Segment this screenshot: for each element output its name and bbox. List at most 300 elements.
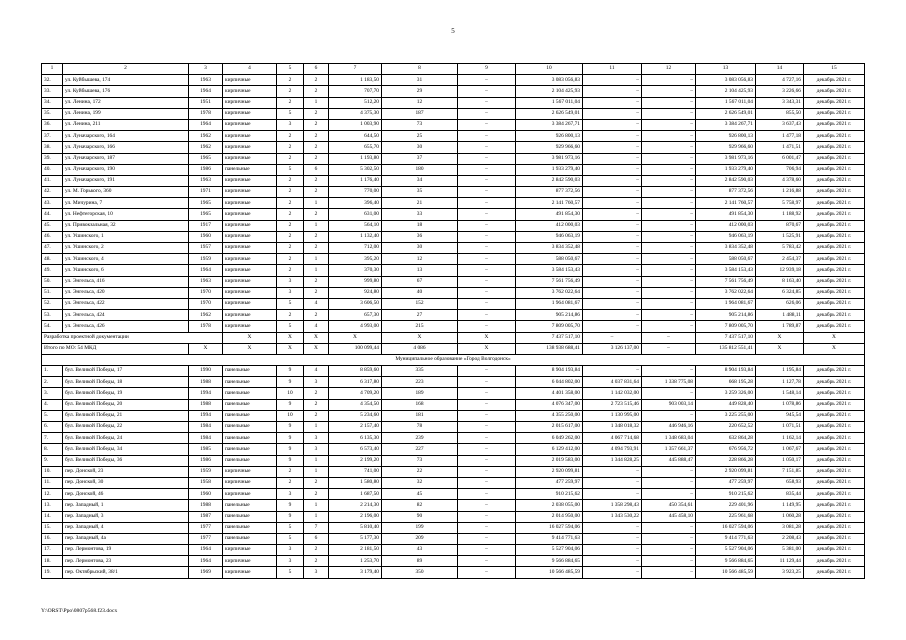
table-cell: –: [583, 477, 642, 488]
table-cell: 1: [304, 198, 329, 209]
table-cell: –: [458, 466, 516, 477]
table-cell: 1965: [189, 209, 223, 220]
table-cell: 12.: [42, 489, 63, 500]
table-cell: 1 344 828,25: [583, 455, 642, 466]
table-cell: декабрь 2021 г.: [804, 545, 865, 556]
table-cell: декабрь 2021 г.: [804, 298, 865, 309]
table-cell: ул. Ушинского, 4: [63, 254, 189, 265]
table-cell: 2 920 099,81: [516, 466, 583, 477]
table-cell: 89: [382, 556, 458, 567]
table-cell: 7 809 005,70: [516, 321, 583, 332]
table-row: [42, 265, 865, 276]
table-cell: 2 842 590,03: [516, 175, 583, 186]
table-cell: 73: [382, 455, 458, 466]
table-cell: 4 401 358,00: [516, 388, 583, 399]
table-cell: 3 637,43: [756, 119, 804, 130]
table-cell: панельные: [223, 399, 277, 410]
table-cell: декабрь 2021 г.: [804, 455, 865, 466]
table-row: [42, 287, 865, 298]
table-cell: –: [583, 533, 642, 544]
table-cell: 1964: [189, 119, 223, 130]
table-cell: 44.: [42, 209, 63, 220]
table-cell: 9: [277, 422, 304, 433]
table-cell: панельные: [223, 164, 277, 175]
table-cell: декабрь 2021 г.: [804, 321, 865, 332]
table-cell: X: [458, 343, 516, 354]
table-cell: 9: [277, 399, 304, 410]
table-cell: 3 126 137,00: [583, 343, 642, 354]
table-cell: –: [458, 422, 516, 433]
table-cell: 18.: [42, 556, 63, 567]
table-cell: 2: [304, 86, 329, 97]
table-cell: кирпичные: [223, 298, 277, 309]
table-cell: 73: [382, 119, 458, 130]
table-cell: 2: [304, 119, 329, 130]
table-cell: 3 225 255,00: [696, 410, 756, 421]
page-number: 5: [451, 27, 455, 35]
table-cell: 138 938 688,41: [516, 343, 583, 354]
table-cell: 1971: [189, 187, 223, 198]
table-cell: 2: [277, 231, 304, 242]
table-cell: –: [583, 310, 642, 321]
table-cell: 1994: [189, 410, 223, 421]
table-cell: декабрь 2021 г.: [804, 500, 865, 511]
table-cell: 9: [277, 500, 304, 511]
table-cell: 2 014 950,00: [516, 511, 583, 522]
column-number-cell: 6: [304, 64, 329, 75]
table-cell: ул. Ушинского, 2: [63, 243, 189, 254]
table-cell: ул. Луначарского, 190: [63, 164, 189, 175]
table-cell: 903 003,14: [642, 399, 696, 410]
table-cell: декабрь 2021 г.: [804, 310, 865, 321]
table-cell: 1 183,50: [329, 75, 382, 86]
table-cell: декабрь 2021 г.: [804, 276, 865, 287]
table-cell: –: [583, 567, 642, 578]
table-row: [42, 175, 865, 186]
table-cell: 929 966,60: [516, 142, 583, 153]
table-cell: 6 573,40: [329, 444, 382, 455]
table-cell: 1 348 683,04: [642, 433, 696, 444]
table-cell: кирпичные: [223, 466, 277, 477]
table-cell: 40.: [42, 164, 63, 175]
table-cell: X: [804, 343, 865, 354]
table-cell: 2 038 055,00: [516, 500, 583, 511]
table-cell: 15.: [42, 522, 63, 533]
table-cell: 4 094 793,91: [583, 444, 642, 455]
table-cell: декабрь 2021 г.: [804, 209, 865, 220]
table-cell: 3: [277, 489, 304, 500]
table-cell: 1 358 298,43: [583, 500, 642, 511]
table-cell: –: [583, 556, 642, 567]
table-cell: 37: [382, 153, 458, 164]
table-cell: 5: [277, 522, 304, 533]
table-cell: 2 214,30: [329, 500, 382, 511]
table-cell: 6 129 412,00: [516, 444, 583, 455]
table-cell: 2: [304, 477, 329, 488]
table-row: [42, 556, 865, 567]
table-cell: кирпичные: [223, 220, 277, 231]
table-cell: декабрь 2021 г.: [804, 265, 865, 276]
column-number-cell: 1: [42, 64, 63, 75]
table-cell: 1965: [189, 198, 223, 209]
table-row: [42, 377, 865, 388]
table-cell: 5 758,97: [756, 198, 804, 209]
table-row: [42, 231, 865, 242]
table-cell: –: [458, 556, 516, 567]
table-cell: 3: [304, 444, 329, 455]
table-cell: 929 966,60: [696, 142, 756, 153]
table-cell: 13: [382, 265, 458, 276]
table-cell: 676 956,72: [696, 444, 756, 455]
table-cell: 512,20: [329, 97, 382, 108]
table-cell: 1 933 279,40: [696, 164, 756, 175]
table-cell: –: [583, 119, 642, 130]
table-cell: 48.: [42, 254, 63, 265]
table-cell: –: [583, 86, 642, 97]
table-cell: 2 920 099,81: [696, 466, 756, 477]
table-cell: кирпичные: [223, 187, 277, 198]
table-cell: ул. Луначарского, 164: [63, 131, 189, 142]
table-cell: 2: [304, 243, 329, 254]
table-cell: бул. Великой Победы, 34: [63, 444, 189, 455]
table-row: [42, 399, 865, 410]
table-cell: –: [642, 220, 696, 231]
table-cell: 1964: [189, 545, 223, 556]
table-cell: 1: [304, 97, 329, 108]
table-cell: 100 099,44: [329, 343, 382, 354]
table-cell: ул. Ленина, 172: [63, 97, 189, 108]
table-cell: X: [189, 343, 223, 354]
table-cell: 3: [304, 377, 329, 388]
table-cell: 3 762 022,64: [696, 287, 756, 298]
table-cell: 38.: [42, 142, 63, 153]
table-cell: декабрь 2021 г.: [804, 254, 865, 265]
table-cell: 227: [382, 444, 458, 455]
table-cell: 1988: [189, 399, 223, 410]
table-cell: X: [382, 332, 458, 343]
column-number-cell: 4: [223, 64, 277, 75]
table-cell: 1960: [189, 231, 223, 242]
table-cell: кирпичные: [223, 310, 277, 321]
table-cell: 7.: [42, 433, 63, 444]
table-cell: 9: [277, 511, 304, 522]
table-cell: 50.: [42, 276, 63, 287]
table-cell: –: [642, 243, 696, 254]
table-cell: пер. Донской, 30: [63, 477, 189, 488]
table-cell: 7: [304, 522, 329, 533]
table-cell: 30: [382, 142, 458, 153]
table-cell: 8 904 193,84: [696, 366, 756, 377]
table-cell: –: [642, 119, 696, 130]
table-cell: 1 195,84: [756, 366, 804, 377]
table-cell: 1962: [189, 310, 223, 321]
table-cell: бул. Великой Победы, 19: [63, 388, 189, 399]
table-cell: –: [642, 310, 696, 321]
table-cell: декабрь 2021 г.: [804, 466, 865, 477]
table-cell: 2 208,43: [756, 533, 804, 544]
table-cell: декабрь 2021 г.: [804, 511, 865, 522]
table-cell: 712,00: [329, 243, 382, 254]
table-cell: –: [642, 321, 696, 332]
table-cell: –: [642, 164, 696, 175]
table-cell: бул. Великой Победы, 36: [63, 455, 189, 466]
table-cell: –: [458, 377, 516, 388]
table-cell: –: [458, 187, 516, 198]
table-cell: 2 626 549,01: [516, 108, 583, 119]
table-cell: кирпичные: [223, 477, 277, 488]
table-cell: 2 723 515,46: [583, 399, 642, 410]
table-cell: 657,30: [329, 310, 382, 321]
table-cell: пер. Лермонтова, 23: [63, 556, 189, 567]
table-cell: 6 317,80: [329, 377, 382, 388]
table-cell: 926 800,13: [696, 131, 756, 142]
table-cell: 1977: [189, 533, 223, 544]
table-cell: 9 414 771,63: [696, 533, 756, 544]
table-cell: 905 214,86: [516, 310, 583, 321]
table-cell: 5: [277, 298, 304, 309]
table-cell: –: [458, 388, 516, 399]
table-cell: 6 324,85: [756, 287, 804, 298]
table-cell: 16 027 594,06: [516, 522, 583, 533]
table-cell: 3 834 352,48: [696, 243, 756, 254]
table-cell: 2 196,00: [329, 511, 382, 522]
table-cell: 477 259,97: [516, 477, 583, 488]
table-cell: 999,80: [329, 276, 382, 287]
table-cell: –: [458, 366, 516, 377]
table-cell: 5 381,00: [756, 545, 804, 556]
table-cell: 2: [304, 388, 329, 399]
table-cell: панельные: [223, 366, 277, 377]
table-cell: –: [642, 522, 696, 533]
table-row: [42, 276, 865, 287]
table-cell: декабрь 2021 г.: [804, 489, 865, 500]
table-cell: 1984: [189, 422, 223, 433]
table-cell: 658,93: [756, 477, 804, 488]
table-cell: 626,06: [756, 298, 804, 309]
table-row: [42, 142, 865, 153]
table-cell: 4: [304, 298, 329, 309]
table-cell: декабрь 2021 г.: [804, 153, 865, 164]
table-cell: –: [642, 466, 696, 477]
table-cell: 350: [382, 567, 458, 578]
table-cell: 11 129,44: [756, 556, 804, 567]
table-cell: 1960: [189, 489, 223, 500]
table-cell: 3 606,50: [329, 298, 382, 309]
table-cell: панельные: [223, 511, 277, 522]
table-cell: –: [458, 500, 516, 511]
design-row-label: Разработка проектной документации: [42, 332, 223, 343]
table-cell: 6.: [42, 422, 63, 433]
table-cell: –: [642, 175, 696, 186]
table-cell: X: [756, 332, 804, 343]
table-cell: 2: [304, 489, 329, 500]
table-cell: 1: [304, 265, 329, 276]
table-cell: –: [583, 175, 642, 186]
table-row: [42, 153, 865, 164]
table-cell: 3 981 973,16: [696, 153, 756, 164]
table-cell: 1951: [189, 97, 223, 108]
table-cell: –: [642, 75, 696, 86]
table-cell: 2: [304, 545, 329, 556]
table-cell: кирпичные: [223, 545, 277, 556]
table-cell: кирпичные: [223, 108, 277, 119]
table-cell: кирпичные: [223, 265, 277, 276]
table-cell: –: [458, 119, 516, 130]
table-cell: 1 132,40: [329, 231, 382, 242]
table-cell: кирпичные: [223, 86, 277, 97]
table-row: [42, 433, 865, 444]
table-cell: 655,70: [329, 142, 382, 153]
table-cell: ул. Энгельса, 420: [63, 287, 189, 298]
table-cell: ул. Луначарского, 166: [63, 142, 189, 153]
table-cell: X: [304, 343, 329, 354]
table-row: [42, 511, 865, 522]
table-cell: 5 302,50: [329, 164, 382, 175]
table-cell: 45.: [42, 220, 63, 231]
table-cell: 1: [304, 422, 329, 433]
table-cell: 220 652,52: [696, 422, 756, 433]
table-cell: декабрь 2021 г.: [804, 231, 865, 242]
table-cell: –: [458, 164, 516, 175]
table-cell: 1917: [189, 220, 223, 231]
column-number-cell: 8: [382, 64, 458, 75]
table-cell: панельные: [223, 410, 277, 421]
column-number-cell: 15: [804, 64, 865, 75]
table-cell: 446 946,16: [642, 422, 696, 433]
table-cell: 1 567 011,04: [516, 97, 583, 108]
table-cell: 67: [382, 276, 458, 287]
table-cell: 19.: [42, 567, 63, 578]
table-cell: 9.: [42, 455, 63, 466]
table-cell: –: [642, 410, 696, 421]
table-cell: 2 141 760,57: [696, 198, 756, 209]
table-cell: 1 162,14: [756, 433, 804, 444]
table-cell: кирпичные: [223, 567, 277, 578]
table-cell: –: [642, 97, 696, 108]
table-cell: –: [458, 276, 516, 287]
table-cell: ул. Луначарского, 187: [63, 153, 189, 164]
table-cell: ул. Ленина, 199: [63, 108, 189, 119]
table-cell: 1963: [189, 175, 223, 186]
table-cell: –: [583, 153, 642, 164]
table-cell: –: [642, 265, 696, 276]
table-cell: 1 188,92: [756, 209, 804, 220]
table-cell: панельные: [223, 533, 277, 544]
table-cell: 945,54: [756, 410, 804, 421]
table-cell: панельные: [223, 433, 277, 444]
table-cell: 223: [382, 377, 458, 388]
table-row: [42, 187, 865, 198]
table-cell: 2: [304, 153, 329, 164]
table-cell: 2 626 549,01: [696, 108, 756, 119]
table-cell: 82: [382, 500, 458, 511]
table-cell: 7 561 756,49: [696, 276, 756, 287]
table-cell: 1 149,95: [756, 500, 804, 511]
table-cell: –: [458, 287, 516, 298]
table-cell: 2: [304, 187, 329, 198]
table-cell: 1964: [189, 265, 223, 276]
table-cell: пер. Донской, 23: [63, 466, 189, 477]
table-cell: 1: [304, 511, 329, 522]
table-row: [42, 321, 865, 332]
table-cell: 16 027 594,06: [696, 522, 756, 533]
table-row: [42, 500, 865, 511]
table-cell: 18: [382, 220, 458, 231]
table-cell: –: [458, 567, 516, 578]
table-cell: 3 226,66: [756, 86, 804, 97]
table-cell: –: [642, 209, 696, 220]
table-cell: –: [642, 545, 696, 556]
table-cell: панельные: [223, 500, 277, 511]
table-cell: 5 177,30: [329, 533, 382, 544]
table-cell: 47.: [42, 243, 63, 254]
table-cell: 2 015 617,00: [516, 422, 583, 433]
table-cell: пер. Донской, 46: [63, 489, 189, 500]
table-cell: 31: [382, 75, 458, 86]
table-cell: 4 993,00: [329, 321, 382, 332]
table-cell: бул. Великой Победы, 24: [63, 433, 189, 444]
table-cell: 189: [382, 388, 458, 399]
table-cell: декабрь 2021 г.: [804, 444, 865, 455]
table-cell: –: [458, 108, 516, 119]
table-cell: –: [642, 198, 696, 209]
table-cell: декабрь 2021 г.: [804, 287, 865, 298]
table-cell: 335: [382, 366, 458, 377]
table-cell: X: [223, 343, 277, 354]
table-cell: 1969: [189, 567, 223, 578]
table-cell: 1: [304, 455, 329, 466]
table-row: [42, 243, 865, 254]
table-cell: 707,70: [329, 86, 382, 97]
table-cell: 7 151,85: [756, 466, 804, 477]
table-cell: 2: [304, 75, 329, 86]
table-cell: –: [642, 142, 696, 153]
table-cell: X: [804, 332, 865, 343]
table-cell: –: [583, 522, 642, 533]
table-cell: 9: [277, 433, 304, 444]
table-cell: 2: [277, 466, 304, 477]
table-cell: 2: [304, 131, 329, 142]
table-cell: ул. Нефтегорская, 10: [63, 209, 189, 220]
table-cell: 12: [382, 254, 458, 265]
table-cell: –: [642, 533, 696, 544]
table-cell: X: [277, 343, 304, 354]
table-cell: 3 923,25: [756, 567, 804, 578]
table-row: [42, 522, 865, 533]
table-cell: 5: [277, 567, 304, 578]
table-cell: 4 037 831,64: [583, 377, 642, 388]
table-row: [42, 254, 865, 265]
table-cell: 10 566 485,59: [696, 567, 756, 578]
table-cell: –: [642, 108, 696, 119]
table-cell: 2: [277, 131, 304, 142]
table-cell: 2: [277, 265, 304, 276]
table-cell: 239: [382, 433, 458, 444]
table-cell: 741,00: [329, 466, 382, 477]
table-cell: ул. Привокзальная, 32: [63, 220, 189, 231]
table-cell: –: [583, 298, 642, 309]
table-cell: 910 215,62: [696, 489, 756, 500]
table-cell: кирпичные: [223, 489, 277, 500]
table-cell: 4: [304, 321, 329, 332]
table-cell: 199: [382, 522, 458, 533]
table-cell: 180: [382, 164, 458, 175]
table-cell: 1 687,50: [329, 489, 382, 500]
table-cell: –: [583, 287, 642, 298]
table-cell: 4 355 250,00: [516, 410, 583, 421]
table-cell: ул. Энгельса, 416: [63, 276, 189, 287]
table-cell: –: [642, 254, 696, 265]
